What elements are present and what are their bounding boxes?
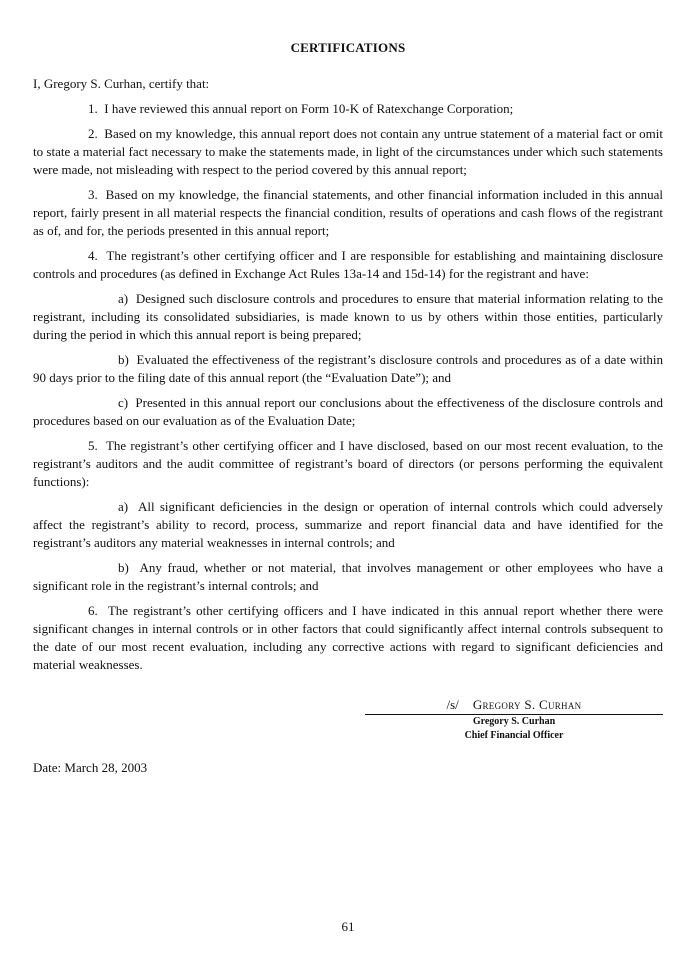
signature-mark: /s/ — [446, 697, 459, 712]
paragraph-1: 1. I have reviewed this annual report on Form 10-K of Ratexchange Corporation; — [88, 101, 514, 116]
signer-printed-name: Gregory S. Curhan — [472, 716, 556, 727]
paragraph-4: 4. The registrant’s other certifying officer and I are responsible for establishing and maintaining disclosure controls and procedures (as defined in Exchange Act Rules 13a-14 and 15d-14) for the registrant and have: — [33, 248, 663, 281]
paragraph-5: 5. The registrant’s other certifying officer and I have disclosed, based on our most recent evaluation, to the registrant’s auditors and the audit committee of registrant’s board of directors (or persons performing the equivalent functions): — [33, 438, 663, 489]
paragraph-3: 3. Based on my knowledge, the financial statements, and other financial information included in this annual report, fairly present in all material respects the financial condition, results of operations and cash flows of the registrant as of, and for, the periods presented in this annual report; — [33, 187, 663, 238]
date-line: Date: March 28, 2003 — [33, 760, 148, 775]
paragraph-6: 6. The registrant’s other certifying officers and I have indicated in this annual report whether there were significant changes in internal controls or in other factors that could significantly affect internal controls subsequent to the date of our most recent evaluation, including any corrective actions with regard to significant deficiencies and material weaknesses. — [33, 603, 663, 672]
signature-line — [365, 697, 663, 715]
paragraph-2: 2. Based on my knowledge, this annual report does not contain any untrue statement of a material fact or omit to state a material fact necessary to make the statements made, in light of the circumstances under which such statements were made, not misleading with respect to the period covered by this annual report; — [33, 126, 663, 177]
page-title: CERTIFICATIONS — [290, 40, 406, 55]
signature-block — [365, 697, 663, 743]
signer-title: Chief Financial Officer — [464, 730, 564, 741]
certification-body — [33, 75, 663, 681]
page-number: 61 — [341, 919, 355, 934]
paragraph-4c: c) Presented in this annual report our conclusions about the effectiveness of the disclosure controls and procedures based on our evaluation as of the Evaluation Date; — [33, 395, 663, 428]
paragraph-5a: a) All significant deficiencies in the design or operation of internal controls which could adversely affect the registrant’s ability to record, process, summarize and report financial data and have identified for the registrant’s auditors any material weaknesses in internal controls; and — [33, 499, 663, 550]
intro-statement: I, Gregory S. Curhan, certify that: — [33, 76, 210, 91]
signed-name: Gregory S. Curhan — [472, 697, 582, 712]
paragraph-5b: b) Any fraud, whether or not material, that involves management or other employees who have a significant role in the registrant’s internal controls; and — [33, 560, 663, 593]
paragraph-4b: b) Evaluated the effectiveness of the registrant’s disclosure controls and procedures as of a date within 90 days prior to the filing date of this annual report (the “Evaluation Date”); and — [33, 352, 663, 385]
paragraph-4a: a) Designed such disclosure controls and procedures to ensure that material information relating to the registrant, including its consolidated subsidiaries, is made known to us by others within those entities, particularly during the period in which this annual report is being prepared; — [33, 291, 663, 342]
